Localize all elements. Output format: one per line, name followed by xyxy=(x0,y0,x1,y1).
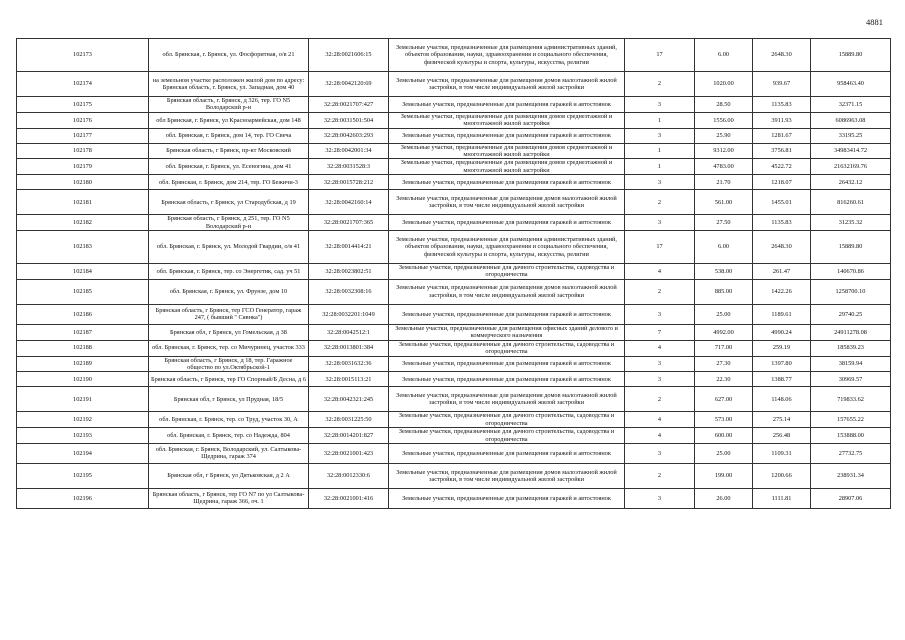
cell-purpose: Земельные участки, предназначенные для размещения гаражей и автостоянок xyxy=(389,304,625,324)
cell-value: 32371.15 xyxy=(811,97,891,113)
cell-address: Брянская область, г Брянск, ул Стародубская, д 19 xyxy=(149,190,309,215)
cell-value: 34983414.72 xyxy=(811,143,891,159)
cell-purpose: Земельные участки, предназначенные для размещения административных зданий, объектов образования, науки, здравоохранения и социального обеспечения, физической культуры и спорта, культуры, искусства, религии xyxy=(389,39,625,72)
cell-purpose: Земельные участки, предназначенные для размещения домов среднеэтажной и многоэтажной жилой застройки xyxy=(389,112,625,128)
cell-id: 102193 xyxy=(17,428,149,444)
cell-address: Брянская обл, г Брянск, ул Гомельская, д 38 xyxy=(149,324,309,340)
cell-group: 2 xyxy=(625,190,695,215)
cell-price: 259.19 xyxy=(753,340,811,356)
table-row xyxy=(17,443,891,463)
cell-price: 2648.30 xyxy=(753,39,811,72)
cell-id: 102173 xyxy=(17,39,149,72)
table-row xyxy=(17,304,891,324)
table-row xyxy=(17,190,891,215)
cell-value: 1258700.10 xyxy=(811,279,891,304)
cell-id: 102176 xyxy=(17,112,149,128)
cell-area: 27.50 xyxy=(695,215,753,231)
cell-area: 4783.00 xyxy=(695,159,753,175)
cell-price: 1455.01 xyxy=(753,190,811,215)
table-row xyxy=(17,231,891,264)
cell-group: 1 xyxy=(625,143,695,159)
cell-value: 6086963.08 xyxy=(811,112,891,128)
table-row xyxy=(17,279,891,304)
cell-area: 22.30 xyxy=(695,372,753,387)
cell-area: 6.00 xyxy=(695,231,753,264)
cell-id: 102186 xyxy=(17,304,149,324)
cell-cadastral: 32:28:0021707:365 xyxy=(309,215,389,231)
cell-purpose: Земельные участки, предназначенные для размещения гаражей и автостоянок xyxy=(389,372,625,387)
cell-group: 4 xyxy=(625,264,695,280)
cell-id: 102194 xyxy=(17,443,149,463)
cell-price: 275.14 xyxy=(753,412,811,428)
table-row xyxy=(17,428,891,444)
table-row xyxy=(17,412,891,428)
table-row xyxy=(17,128,891,143)
cell-purpose: Земельные участки, предназначенные для размещения гаражей и автостоянок xyxy=(389,488,625,508)
cell-group: 2 xyxy=(625,72,695,97)
cell-purpose: Земельные участки, предназначенные для размещения домов малоэтажной жилой застройки, в том числе индивидуальной жилой застройки xyxy=(389,463,625,488)
cell-cadastral: 32:28:0031528:3 xyxy=(309,159,389,175)
cell-address: обл. Брянская, г. Брянск, ул. Молодой Гвардии, о/в 41 xyxy=(149,231,309,264)
cell-group: 2 xyxy=(625,279,695,304)
land-registry-table xyxy=(16,38,891,509)
cell-cadastral: 32:28:0042160:14 xyxy=(309,190,389,215)
cell-address: обл Брянская, г. Брянск, ул Красноармейская, дом 148 xyxy=(149,112,309,128)
table-row xyxy=(17,324,891,340)
cell-id: 102178 xyxy=(17,143,149,159)
cell-purpose: Земельные участки, предназначенные для размещения домов малоэтажной жилой застройки, в том числе индивидуальной жилой застройки xyxy=(389,387,625,412)
cell-purpose: Земельные участки, предназначенные для размещения офисных зданий делового и коммерческого назначения xyxy=(389,324,625,340)
cell-group: 3 xyxy=(625,443,695,463)
cell-purpose: Земельные участки, предназначенные для размещения гаражей и автостоянок xyxy=(389,443,625,463)
cell-group: 17 xyxy=(625,39,695,72)
cell-price: 4522.72 xyxy=(753,159,811,175)
cell-value: 33195.25 xyxy=(811,128,891,143)
cell-cadastral: 32:28:0042120:69 xyxy=(309,72,389,97)
cell-group: 1 xyxy=(625,159,695,175)
cell-address: обл. Брянская, г. Брянск, дом 14, тер. ГО Свеча xyxy=(149,128,309,143)
cell-value: 238931.34 xyxy=(811,463,891,488)
cell-value: 21632169.76 xyxy=(811,159,891,175)
cell-address: обл. Брянская, г. Брянск, дом 214, тер. ГО Бежичи-3 xyxy=(149,175,309,190)
table-row xyxy=(17,215,891,231)
table-row xyxy=(17,372,891,387)
cell-purpose: Земельные участки, предназначенные для размещения гаражей и автостоянок xyxy=(389,128,625,143)
table-row xyxy=(17,356,891,372)
cell-value: 15889.80 xyxy=(811,39,891,72)
cell-area: 27.30 xyxy=(695,356,753,372)
cell-area: 600.00 xyxy=(695,428,753,444)
cell-area: 538.00 xyxy=(695,264,753,280)
cell-price: 1281.67 xyxy=(753,128,811,143)
cell-value: 15889.80 xyxy=(811,231,891,264)
cell-id: 102189 xyxy=(17,356,149,372)
cell-price: 4990.24 xyxy=(753,324,811,340)
cell-purpose: Земельные участки, предназначенные для размещения домов малоэтажной жилой застройки, в том числе индивидуальной жилой застройки xyxy=(389,190,625,215)
cell-area: 573.00 xyxy=(695,412,753,428)
cell-id: 102183 xyxy=(17,231,149,264)
cell-id: 102180 xyxy=(17,175,149,190)
cell-id: 102188 xyxy=(17,340,149,356)
cell-group: 3 xyxy=(625,304,695,324)
cell-id: 102187 xyxy=(17,324,149,340)
cell-cadastral: 32:28:0014201:827 xyxy=(309,428,389,444)
cell-address: на земельном участке расположен жилой дом по адресу: Брянская область, г. Брянск, ул. Западная, дом 40 xyxy=(149,72,309,97)
cell-group: 3 xyxy=(625,175,695,190)
cell-value: 140670.86 xyxy=(811,264,891,280)
table-row xyxy=(17,112,891,128)
cell-price: 1189.61 xyxy=(753,304,811,324)
cell-group: 4 xyxy=(625,412,695,428)
cell-value: 31235.32 xyxy=(811,215,891,231)
cell-address: обл. Брянская, г. Брянск, тер. со Надежда, 804 xyxy=(149,428,309,444)
cell-value: 185839.23 xyxy=(811,340,891,356)
cell-group: 2 xyxy=(625,387,695,412)
cell-address: обл. Брянская, г. Брянск, ул. Фосфоритная, о/в 21 xyxy=(149,39,309,72)
cell-cadastral: 32:28:0021001:416 xyxy=(309,488,389,508)
cell-purpose: Земельные участки, предназначенные для размещения гаражей и автостоянок xyxy=(389,215,625,231)
cell-address: Брянская область, г Брянск, пр-кт Московский xyxy=(149,143,309,159)
cell-cadastral: 32:28:0013801:384 xyxy=(309,340,389,356)
cell-id: 102192 xyxy=(17,412,149,428)
table-row xyxy=(17,97,891,113)
cell-address: Брянская область, г. Брянск, д 326, тер. ГО N5 Володарский р-н xyxy=(149,97,309,113)
cell-area: 21.70 xyxy=(695,175,753,190)
cell-cadastral: 32:28:0042321:245 xyxy=(309,387,389,412)
table-row xyxy=(17,175,891,190)
cell-purpose: Земельные участки, предназначенные для размещения домов малоэтажной жилой застройки, в том числе индивидуальной жилой застройки xyxy=(389,279,625,304)
cell-address: Брянская область, г Брянск, д 251, тер. ГО N5 Володарский р-н xyxy=(149,215,309,231)
cell-cadastral: 32:28:0021001:423 xyxy=(309,443,389,463)
table-row xyxy=(17,264,891,280)
cell-group: 3 xyxy=(625,215,695,231)
cell-id: 102174 xyxy=(17,72,149,97)
table-row xyxy=(17,72,891,97)
table-body xyxy=(17,39,891,509)
cell-price: 1109.31 xyxy=(753,443,811,463)
cell-group: 3 xyxy=(625,128,695,143)
cell-value: 157655.22 xyxy=(811,412,891,428)
cell-purpose: Земельные участки, предназначенные для размещения домов малоэтажной жилой застройки, в том числе индивидуальной жилой застройки xyxy=(389,72,625,97)
cell-value: 28907.06 xyxy=(811,488,891,508)
cell-area: 717.00 xyxy=(695,340,753,356)
cell-purpose: Земельные участки, предназначенные для дачного строительства, садоводства и огородничества xyxy=(389,428,625,444)
cell-group: 7 xyxy=(625,324,695,340)
cell-group: 3 xyxy=(625,488,695,508)
cell-area: 885.00 xyxy=(695,279,753,304)
cell-purpose: Земельные участки, предназначенные для размещения административных зданий, объектов образования, науки, здравоохранения и социального обеспечения, физической культуры и спорта, культуры, искусства, религии xyxy=(389,231,625,264)
cell-area: 9312.00 xyxy=(695,143,753,159)
cell-area: 28.50 xyxy=(695,97,753,113)
cell-purpose: Земельные участки, предназначенные для размещения гаражей и автостоянок xyxy=(389,356,625,372)
cell-price: 1135.83 xyxy=(753,97,811,113)
cell-group: 4 xyxy=(625,428,695,444)
cell-group: 17 xyxy=(625,231,695,264)
cell-value: 153888.00 xyxy=(811,428,891,444)
cell-area: 627.00 xyxy=(695,387,753,412)
cell-area: 26.00 xyxy=(695,488,753,508)
cell-price: 1397.80 xyxy=(753,356,811,372)
cell-id: 102179 xyxy=(17,159,149,175)
cell-id: 102190 xyxy=(17,372,149,387)
cell-area: 1020.00 xyxy=(695,72,753,97)
cell-address: Брянская область, г Брянск, тер ГСО Генератор, гараж 247, ( бывший " Сявнка") xyxy=(149,304,309,324)
cell-area: 199.00 xyxy=(695,463,753,488)
cell-purpose: Земельные участки, предназначенные для размещения гаражей и автостоянок xyxy=(389,175,625,190)
cell-cadastral: 32:28:0015113:21 xyxy=(309,372,389,387)
cell-purpose: Земельные участки, предназначенные для дачного строительства, садоводства и огородничества xyxy=(389,412,625,428)
cell-price: 1388.77 xyxy=(753,372,811,387)
cell-id: 102191 xyxy=(17,387,149,412)
cell-purpose: Земельные участки, предназначенные для размещения домов среднеэтажной и многоэтажной жилой застройки xyxy=(389,159,625,175)
table-row xyxy=(17,488,891,508)
cell-area: 561.00 xyxy=(695,190,753,215)
cell-cadastral: 32:28:0042603:293 xyxy=(309,128,389,143)
cell-cadastral: 32:28:0023802:51 xyxy=(309,264,389,280)
cell-id: 102182 xyxy=(17,215,149,231)
cell-price: 3756.81 xyxy=(753,143,811,159)
cell-cadastral: 32:28:0031501:504 xyxy=(309,112,389,128)
cell-id: 102185 xyxy=(17,279,149,304)
cell-price: 939.67 xyxy=(753,72,811,97)
cell-address: обл. Брянская, г. Брянск, тер. со Труд, участок 30, А xyxy=(149,412,309,428)
cell-cadastral: 32:28:0021707:427 xyxy=(309,97,389,113)
cell-address: Брянская область, г Брянск, д 18, тер. Гаражное общество по ул.Октябрьской-1 xyxy=(149,356,309,372)
cell-value: 27732.75 xyxy=(811,443,891,463)
cell-address: обл. Брянская, г. Брянск, тер. со Мичуринец, участок 333 xyxy=(149,340,309,356)
cell-group: 3 xyxy=(625,372,695,387)
cell-price: 1148.06 xyxy=(753,387,811,412)
cell-area: 25.00 xyxy=(695,443,753,463)
cell-id: 102195 xyxy=(17,463,149,488)
page-number: 4881 xyxy=(866,17,883,27)
cell-cadastral: 32:28:0032201:1049 xyxy=(309,304,389,324)
cell-price: 261.47 xyxy=(753,264,811,280)
cell-address: обл. Брянская, г. Брянск, ул. Есеногина, дом 41 xyxy=(149,159,309,175)
cell-price: 1111.81 xyxy=(753,488,811,508)
table-row xyxy=(17,159,891,175)
cell-id: 102175 xyxy=(17,97,149,113)
table-row xyxy=(17,143,891,159)
cell-group: 2 xyxy=(625,463,695,488)
cell-value: 24911278.08 xyxy=(811,324,891,340)
cell-cadastral: 32:28:0032308:16 xyxy=(309,279,389,304)
cell-cadastral: 32:28:0042512:1 xyxy=(309,324,389,340)
table-row xyxy=(17,387,891,412)
table-row xyxy=(17,463,891,488)
cell-value: 30969.57 xyxy=(811,372,891,387)
cell-address: Брянская обл, г Брянск, ул Дятьковская, д 2 А xyxy=(149,463,309,488)
cell-area: 25.00 xyxy=(695,304,753,324)
cell-value: 29740.25 xyxy=(811,304,891,324)
cell-price: 1135.83 xyxy=(753,215,811,231)
cell-area: 4992.00 xyxy=(695,324,753,340)
cell-group: 1 xyxy=(625,112,695,128)
cell-id: 102181 xyxy=(17,190,149,215)
cell-id: 102184 xyxy=(17,264,149,280)
cell-address: Брянская обл, г Брянск, ул Прудная, 18/5 xyxy=(149,387,309,412)
cell-price: 2648.30 xyxy=(753,231,811,264)
cell-price: 3911.93 xyxy=(753,112,811,128)
cell-area: 6.00 xyxy=(695,39,753,72)
cell-cadastral: 32:28:0012330:6 xyxy=(309,463,389,488)
cell-address: обл. Брянская, г. Брянск, Володарский, ул. Салтыкова-Щедрина, гараж 374 xyxy=(149,443,309,463)
cell-value: 38159.94 xyxy=(811,356,891,372)
cell-area: 25.90 xyxy=(695,128,753,143)
cell-purpose: Земельные участки, предназначенные для дачного строительства, садоводства и огородничества xyxy=(389,340,625,356)
cell-purpose: Земельные участки, предназначенные для дачного строительства, садоводства и огородничества xyxy=(389,264,625,280)
cell-value: 26432.12 xyxy=(811,175,891,190)
cell-price: 1422.26 xyxy=(753,279,811,304)
cell-value: 719833.62 xyxy=(811,387,891,412)
cell-group: 3 xyxy=(625,356,695,372)
cell-price: 1218.07 xyxy=(753,175,811,190)
cell-address: обл. Брянская, г. Брянск, ул. Фрунзе, дом 10 xyxy=(149,279,309,304)
cell-address: Брянская область, г Брянск, тер ГО Спорный/Б Десна, д 6 xyxy=(149,372,309,387)
cell-cadastral: 32:28:0031632:36 xyxy=(309,356,389,372)
cell-group: 3 xyxy=(625,97,695,113)
cell-cadastral: 32:28:0014414:21 xyxy=(309,231,389,264)
cell-group: 4 xyxy=(625,340,695,356)
cell-cadastral: 32:28:0042001:34 xyxy=(309,143,389,159)
cell-cadastral: 32:28:0031225:50 xyxy=(309,412,389,428)
cell-cadastral: 32:28:0021606:15 xyxy=(309,39,389,72)
cell-address: обл. Брянская, г. Брянск, тер. со Энергетик, сад. уч 51 xyxy=(149,264,309,280)
table-row xyxy=(17,340,891,356)
cell-price: 256.48 xyxy=(753,428,811,444)
cell-id: 102196 xyxy=(17,488,149,508)
cell-purpose: Земельные участки, предназначенные для размещения домов среднеэтажной и многоэтажной жилой застройки xyxy=(389,143,625,159)
cell-id: 102177 xyxy=(17,128,149,143)
table-row xyxy=(17,39,891,72)
cell-price: 1200.66 xyxy=(753,463,811,488)
cell-value: 816260.61 xyxy=(811,190,891,215)
cell-cadastral: 32:28:0015728:212 xyxy=(309,175,389,190)
cell-purpose: Земельные участки, предназначенные для размещения гаражей и автостоянок xyxy=(389,97,625,113)
cell-area: 1556.00 xyxy=(695,112,753,128)
cell-value: 958463.40 xyxy=(811,72,891,97)
cell-address: Брянская область, г Брянск, тер ГО N7 по ул Салтыкова-Щедрина, гараж 366, оч. 1 xyxy=(149,488,309,508)
